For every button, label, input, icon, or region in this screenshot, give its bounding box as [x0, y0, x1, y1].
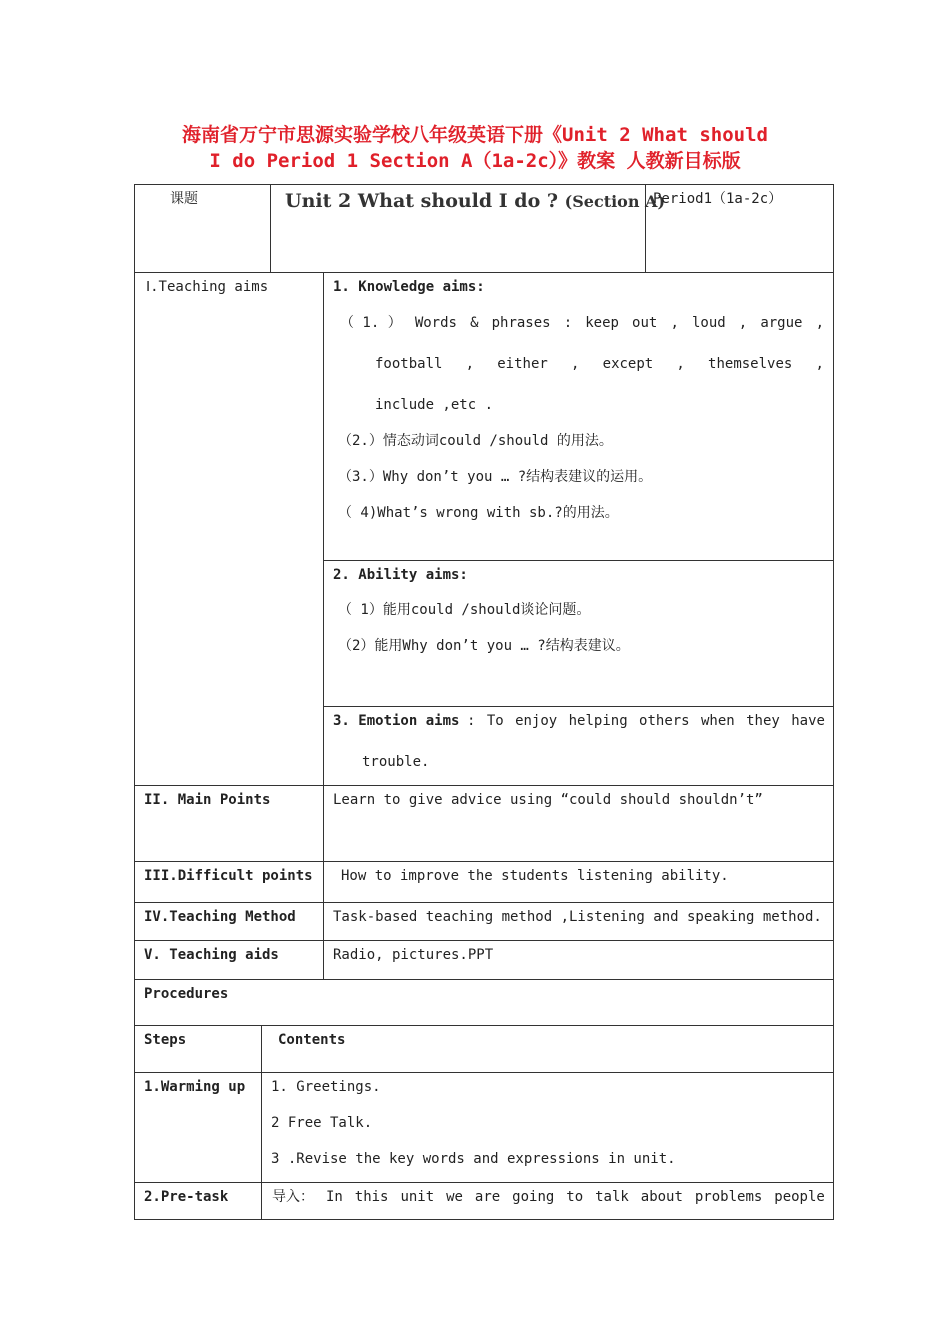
word: , — [815, 356, 824, 372]
word: have — [791, 713, 825, 729]
teaching-method-label: IV.Teaching Method — [144, 909, 296, 925]
word: except — [602, 356, 654, 372]
difficult-points-label: III.Difficult points — [144, 868, 313, 884]
word: talk — [595, 1189, 629, 1205]
word: about — [640, 1189, 683, 1205]
word: out — [632, 315, 658, 331]
word: helping — [568, 713, 628, 729]
word: to — [566, 1189, 584, 1205]
word: themselves — [708, 356, 793, 372]
knowledge-words-line-1 — [340, 314, 824, 332]
contents-header: Contents — [278, 1032, 346, 1048]
word: In — [325, 1189, 343, 1205]
teaching-aids-label: V. Teaching aids — [144, 947, 279, 963]
ability-point-1: （ 1）能用could /should谈论问题。 — [338, 602, 591, 618]
main-points-label: II. Main Points — [144, 792, 271, 808]
word: argue — [760, 315, 803, 331]
pre-task-text — [272, 1188, 825, 1206]
word: Words — [414, 315, 457, 331]
warming-up-item-1: 1. Greetings. — [271, 1079, 381, 1095]
knowledge-point-2: （2.）情态动词could /should 的用法。 — [338, 433, 613, 449]
difficult-points-text: How to improve the students listening ability. — [341, 868, 729, 884]
knowledge-words-line-2 — [375, 355, 824, 373]
warming-up-item-3: 3 .Revise the key words and expressions in unit. — [271, 1151, 676, 1167]
teaching-method-text: Task-based teaching method ,Listening and speaking method. — [333, 909, 822, 925]
word: （ 1. ） — [340, 315, 402, 331]
teaching-aims-label: Ⅰ.Teaching aims — [146, 279, 269, 295]
word: when — [701, 713, 735, 729]
word: , — [738, 315, 748, 331]
knowledge-point-4: （ 4)What’s wrong with sb.?的用法。 — [338, 505, 619, 521]
emotion-aims-text-line-1 — [467, 712, 825, 730]
word: enjoy — [515, 713, 558, 729]
procedures-label: Procedures — [144, 986, 229, 1002]
word: : — [563, 315, 573, 331]
section-label: (Section A) — [564, 192, 666, 211]
word: unit — [400, 1189, 435, 1205]
word: , — [670, 315, 679, 331]
word: going — [512, 1189, 555, 1205]
main-points-text: Learn to give advice using “could should shouldn’t” — [333, 792, 763, 808]
subject-label: 课题 — [170, 191, 198, 207]
word: are — [474, 1189, 501, 1205]
emotion-aims-text-line-2: trouble. — [362, 754, 430, 770]
word: this — [354, 1189, 389, 1205]
word: , — [815, 315, 824, 331]
word: football — [375, 356, 443, 372]
period-label: Period1（1a-2c） — [653, 191, 783, 207]
word: either — [497, 356, 548, 372]
word: : — [467, 713, 476, 729]
document-title — [110, 122, 840, 174]
word: phrases — [491, 315, 551, 331]
ability-aims-heading: 2. Ability aims: — [333, 567, 468, 583]
word: 导入： — [272, 1189, 314, 1205]
word: they — [746, 713, 780, 729]
word: loud — [691, 315, 726, 331]
unit-title-text: Unit 2 What should I do ? — [285, 190, 559, 212]
word: we — [446, 1189, 463, 1205]
word: & — [470, 315, 479, 331]
teaching-aids-text: Radio, pictures.PPT — [333, 947, 494, 963]
unit-title — [285, 190, 665, 212]
word: , — [676, 356, 685, 372]
pre-task-label: 2.Pre-task — [144, 1189, 229, 1205]
word: people — [774, 1189, 825, 1205]
ability-point-2: （2）能用Why don’t you … ?结构表建议。 — [338, 638, 630, 654]
title-line-1: 海南省万宁市思源实验学校八年级英语下册《Unit 2 What should — [182, 124, 768, 146]
word: To — [486, 713, 504, 729]
word: , — [571, 356, 580, 372]
warming-up-item-2: 2 Free Talk. — [271, 1115, 373, 1131]
knowledge-words-line-3: include ,etc . — [375, 397, 494, 413]
knowledge-point-3: （3.）Why don’t you … ?结构表建议的运用。 — [338, 469, 653, 485]
word: , — [465, 356, 475, 372]
knowledge-aims-heading: 1. Knowledge aims: — [333, 279, 485, 295]
word: others — [639, 713, 690, 729]
emotion-aims-heading: 3. Emotion aims — [333, 713, 460, 729]
title-line-2: I do Period 1 Section A（1a-2c）》教案 人教新目标版 — [209, 150, 741, 172]
word: problems — [694, 1189, 763, 1205]
steps-header: Steps — [144, 1032, 187, 1048]
warming-up-label: 1.Warming up — [144, 1079, 246, 1095]
word: keep — [585, 315, 619, 331]
